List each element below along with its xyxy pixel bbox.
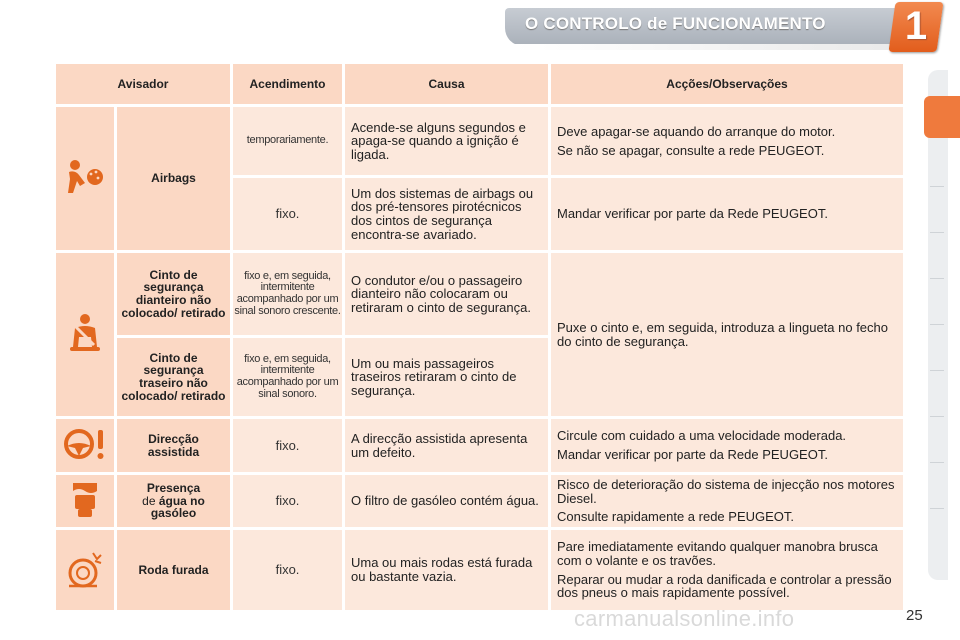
tab-divider (930, 232, 944, 233)
acendimento-cell: fixo e, em seguida, intermitente acompanhado por um sinal sonoro. (233, 338, 342, 416)
row-name-water (117, 475, 230, 527)
tyre-icon-cell (56, 530, 114, 610)
col-header-observacoes: Acções/Observações (551, 64, 903, 104)
observacoes-cell (551, 530, 903, 610)
col-header-avisador: Avisador (56, 64, 230, 104)
acendimento-cell: temporariamente. (233, 107, 342, 175)
water-in-fuel-icon (69, 508, 101, 522)
tab-divider (930, 370, 944, 371)
tab-divider (930, 186, 944, 187)
causa-cell: Uma ou mais rodas está furada ou bastante vazia. (345, 530, 548, 610)
row-name-part: água no gasóleo (150, 493, 205, 521)
row-name-part: de (142, 493, 156, 508)
airbag-icon-cell (56, 107, 114, 250)
observation-text: Pare imediatamente evitando qualquer manobra brusca com o volante e os travões. (557, 539, 878, 568)
warning-lights-table (53, 61, 906, 613)
causa-cell: A direcção assistida apresenta um defeito. (345, 419, 548, 472)
row-name-rear-belt: Cinto de segurança traseiro não colocado/ retirado (117, 338, 230, 416)
steering-warning-icon (63, 451, 107, 465)
table-header-row (56, 64, 903, 104)
table-row (56, 107, 903, 175)
acendimento-cell: fixo. (233, 178, 342, 250)
table-row (56, 253, 903, 335)
observacoes-cell (551, 107, 903, 175)
causa-cell: Um ou mais passageiros traseiros retiraram o cinto de segurança. (345, 338, 548, 416)
observation-text: Se não se apagar, consulte a rede PEUGEOT. (557, 142, 825, 158)
acendimento-cell: fixo. (233, 530, 342, 610)
page-number: 25 (906, 607, 923, 624)
flat-tyre-icon (65, 578, 105, 592)
acendimento-cell: fixo. (233, 475, 342, 527)
observation-text: Reparar ou mudar a roda danificada e controlar a pressão dos pneus o mais rapidamente possível. (557, 571, 892, 601)
observacoes-cell (551, 475, 903, 527)
table-row (56, 419, 903, 472)
col-header-acendimento: Acendimento (233, 64, 342, 104)
observacoes-cell (551, 178, 903, 250)
header-shadow (515, 44, 935, 50)
table-row (56, 475, 903, 527)
tab-divider (930, 462, 944, 463)
observation-text: Deve apagar-se aquando do arranque do motor. (557, 123, 836, 139)
observation-text: Mandar verificar por parte da Rede PEUGEOT. (557, 206, 828, 222)
acendimento-cell: fixo e, em seguida, intermitente acompanhado por um sinal sonoro crescente. (233, 253, 342, 335)
tab-divider (930, 278, 944, 279)
water-icon-cell (56, 475, 114, 527)
page-title: O CONTROLO de FUNCIONAMENTO (525, 14, 826, 33)
acendimento-cell: fixo. (233, 419, 342, 472)
observation-text: Circule com cuidado a uma velocidade moderada. (557, 428, 847, 444)
col-header-causa: Causa (345, 64, 548, 104)
airbag-icon (65, 184, 105, 198)
tab-divider (930, 416, 944, 417)
observation-text: Consulte rapidamente a rede PEUGEOT. (557, 509, 795, 525)
observation-text: Puxe o cinto e, em seguida, introduza a lingueta no fecho do cinto de segurança. (557, 319, 888, 349)
table-row (56, 530, 903, 610)
causa-cell: O condutor e/ou o passageiro dianteiro não colocaram ou retiraram o cinto de segurança. (345, 253, 548, 335)
row-name-part: Presença (146, 481, 201, 496)
causa-cell: O filtro de gasóleo contém água. (345, 475, 548, 527)
row-name-steering: Direcção assistida (117, 419, 230, 472)
tab-divider (930, 324, 944, 325)
row-name-front-belt: Cinto de segurança dianteiro não colocado/ retirado (117, 253, 230, 335)
chapter-tab-strip (928, 70, 948, 580)
chapter-tab-active[interactable] (924, 96, 960, 138)
causa-cell: Acende-se alguns segundos e apaga-se quando a ignição é ligada. (345, 107, 548, 175)
row-name-tyre: Roda furada (117, 530, 230, 610)
seatbelt-icon-cell (56, 253, 114, 416)
observation-text: Mandar verificar por parte da Rede PEUGEOT. (557, 447, 828, 462)
tab-divider (930, 508, 944, 509)
observacoes-cell (551, 419, 903, 472)
steering-icon-cell (56, 419, 114, 472)
chapter-number: 1 (904, 4, 928, 48)
watermark: carmanualsonline.info (574, 606, 795, 631)
observation-text: Risco de deterioração do sistema de injecção nos motores Diesel. (557, 477, 895, 506)
row-name-airbags: Airbags (117, 107, 230, 250)
observacoes-cell (551, 253, 903, 416)
seatbelt-icon (68, 342, 102, 356)
causa-cell: Um dos sistemas de airbags ou dos pré-tensores pirotécnicos dos cintos de segurança encontra-se avariado. (345, 178, 548, 250)
